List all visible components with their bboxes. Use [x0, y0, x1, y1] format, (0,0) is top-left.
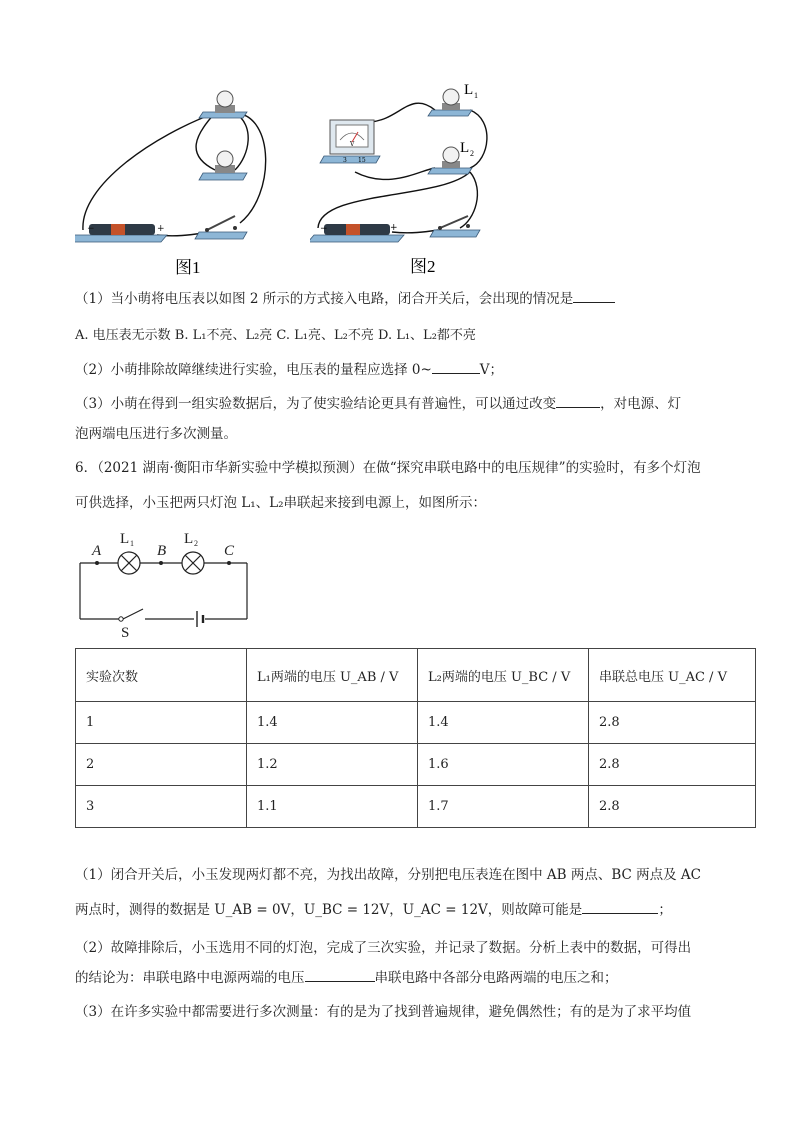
- table-cell: 1.4: [418, 702, 589, 744]
- table-header-cell: 串联总电压 U_AC / V: [589, 649, 756, 702]
- battery-icon: [75, 224, 167, 242]
- node-c: [227, 561, 231, 565]
- table-row: [76, 744, 756, 786]
- label-a: A: [92, 543, 102, 559]
- table-cell: 1.7: [418, 786, 589, 828]
- q6-part2: （2）故障排除后，小玉选用不同的灯泡，完成了三次实验，并记录了数据。分析上表中的数据，可得出: [75, 940, 692, 956]
- figure-2-circuit: [310, 80, 500, 280]
- svg-text:2: 2: [194, 539, 198, 548]
- table-row: [76, 786, 756, 828]
- table-cell: 2.8: [589, 702, 756, 744]
- label-l1: L: [120, 531, 130, 547]
- svg-text:−: −: [87, 224, 95, 234]
- voltage-data-table: [75, 648, 756, 828]
- table-cell: 2.8: [589, 786, 756, 828]
- table-cell: 1.6: [418, 744, 589, 786]
- q6-part3: （3）在许多实验中都需要进行多次测量：有的是为了找到普遍规律，避免偶然性；有的是为了求平均值: [75, 1004, 692, 1020]
- q6-intro-line1: 6．（2021 湖南·衡阳市华新实验中学模拟预测）在做“探究串联电路中的电压规律”的实验时，有多个灯泡: [75, 460, 701, 476]
- table-cell: 1.4: [247, 702, 418, 744]
- switch-icon: [195, 216, 247, 239]
- label-b: B: [157, 543, 167, 559]
- label-c: C: [224, 543, 235, 559]
- figure-1-label: 图1: [175, 258, 201, 277]
- lamp-l2-symbol: [182, 552, 204, 574]
- svg-text:+: +: [390, 223, 398, 233]
- battery-icon: [310, 223, 404, 242]
- svg-text:−: −: [320, 224, 328, 234]
- svg-text:V: V: [350, 141, 355, 148]
- q6-intro-line2: 可供选择，小玉把两只灯泡 L₁、L₂串联起来接到电源上，如图所示：: [75, 495, 487, 511]
- q5-part3-cont: 泡两端电压进行多次测量。: [75, 426, 237, 442]
- q5-part3: （3）小萌在得到一组实验数据后，为了使实验结论更具有普遍性，可以通过改变 ，对电源、灯: [75, 389, 725, 419]
- q5-part1: （1）当小萌将电压表以如图 2 所示的方式接入电路，闭合开关后，会出现的情况是: [75, 284, 725, 314]
- svg-text:1: 1: [130, 539, 134, 548]
- q6-part1-cont: 两点时，测得的数据是 U_AB = 0V，U_BC = 12V，U_AC = 12V，则故障可能是 ；: [75, 895, 725, 925]
- switch-icon: [430, 216, 480, 237]
- q6-part2-cont: 的结论为：串联电路中电源两端的电压 串联电路中各部分电路两端的电压之和；: [75, 963, 725, 993]
- svg-text:15: 15: [358, 157, 366, 164]
- svg-text:3: 3: [343, 157, 347, 164]
- node-b: [159, 561, 163, 565]
- q5-part2: （2）小萌排除故障继续进行实验，电压表的量程应选择 0~ V；: [75, 355, 725, 385]
- series-circuit-diagram: [75, 525, 265, 643]
- node-a: [95, 561, 99, 565]
- q6-part1: （1）闭合开关后，小玉发现两灯都不亮，为找出故障，分别把电压表连在图中 AB 两点、BC 两点及 AC: [75, 867, 702, 883]
- table-cell: 1.2: [247, 744, 418, 786]
- svg-text:2: 2: [470, 149, 474, 158]
- table-row: [76, 702, 756, 744]
- figure-1-circuit: [75, 85, 285, 285]
- label-l2: L: [184, 531, 194, 547]
- switch-pivot: [119, 617, 123, 621]
- fig2-l1-label: L: [464, 82, 474, 98]
- q5-options: A. 电压表无示数 B. L₁不亮、L₂亮 C. L₁亮、L₂不亮 D. L₁、L₂都不亮: [75, 328, 476, 343]
- fig2-l2-label: L: [460, 140, 470, 156]
- table-header-cell: L₂两端的电压 U_BC / V: [418, 649, 589, 702]
- table-cell: 2.8: [589, 744, 756, 786]
- svg-text:1: 1: [474, 91, 478, 100]
- table-header-cell: L₁两端的电压 U_AB / V: [247, 649, 418, 702]
- table-header-row: [76, 649, 756, 702]
- table-cell: 1.1: [247, 786, 418, 828]
- table-cell: 3: [76, 786, 247, 828]
- lamp-l1-symbol: [118, 552, 140, 574]
- label-s: S: [121, 625, 130, 641]
- battery-symbol: [197, 611, 203, 627]
- svg-text:+: +: [157, 224, 165, 234]
- table-cell: 1: [76, 702, 247, 744]
- bulb-top-icon: [199, 91, 247, 118]
- voltmeter-icon: [320, 120, 380, 164]
- table-cell: 2: [76, 744, 247, 786]
- figure-2-label: 图2: [410, 257, 436, 276]
- table-header-cell: 实验次数: [76, 649, 247, 702]
